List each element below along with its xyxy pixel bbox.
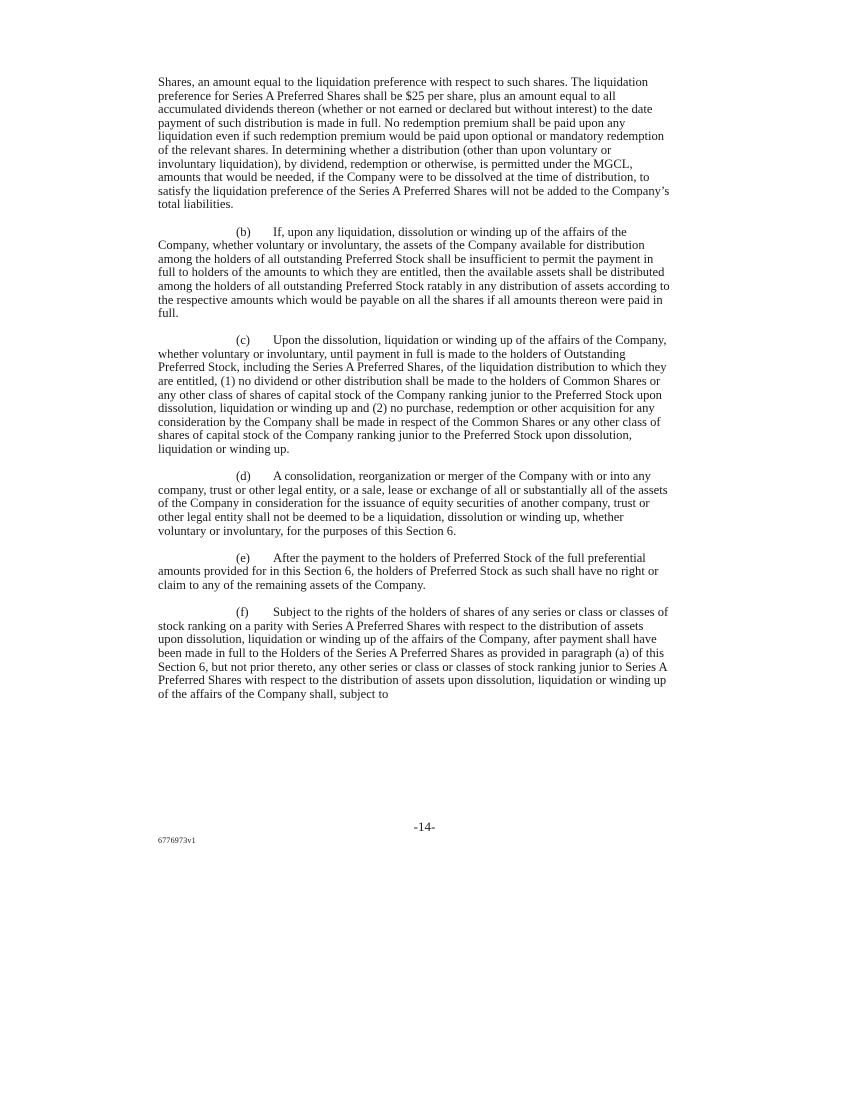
paragraph-text: Upon the dissolution, liquidation or winding up of the affairs of the Company, whether voluntary or involuntary, until payment in full is made to the holders of Outstanding Preferred Stock, including the Series A Preferred Shares, of the liquidation distribution to which they are entitled, (1) no dividend or other distribution shall be made to the holders of Common Shares or any other class of shares of capital stock of the Company ranking junior to the Preferred Stock upon dissolution, liquidation or winding up and (2) no purchase, redemption or other acquisition for any consideration by the Company shall be made in respect of the Common Shares or any other class of shares of capital stock of the Company ranking junior to the Preferred Stock upon dissolution, liquidation or winding up. [158, 333, 667, 457]
paragraph-e [158, 552, 670, 593]
page-number: -14- [413, 819, 436, 834]
paragraph-continuation [158, 76, 670, 212]
paragraph-label: (d) [236, 469, 251, 484]
paragraph-label: (c) [236, 333, 250, 348]
paragraph-text: A consolidation, reorganization or merger of the Company with or into any company, trust or other legal entity, or a sale, lease or exchange of all or substantially all of the assets of the Company in consideration for the issuance of equity securities of another company, trust or other legal entity shall not be deemed to be a liquidation, dissolution or winding up, whether voluntary or involuntary, for the purposes of this Section 6. [158, 469, 668, 538]
paragraph-label: (f) [236, 605, 249, 620]
paragraph-f [158, 606, 670, 701]
paragraph-d [158, 470, 670, 538]
paragraph-text: Shares, an amount equal to the liquidation preference with respect to such shares. The liquidation preference for Series A Preferred Shares shall be $25 per share, plus an amount equal to all accumulated dividends thereon (whether or not earned or declared but without interest) to the date payment of such distribution is made in full. No redemption premium shall be paid upon any liquidation even if such redemption premium would be paid upon optional or mandatory redemption of the relevant shares. In determining whether a distribution (other than upon voluntary or involuntary liquidation), by dividend, redemption or otherwise, is permitted under the MGCL, amounts that would be needed, if the Company were to be dissolved at the time of distribution, to satisfy the liquidation preference of the Series A Preferred Shares will not be added to the Company’s total liabilities. [158, 75, 670, 212]
paragraph-text: If, upon any liquidation, dissolution or winding up of the affairs of the Company, whether voluntary or involuntary, the assets of the Company available for distribution among the holders of all outstanding Preferred Stock shall be insufficient to permit the payment in full to holders of the amounts to which they are entitled, then the available assets shall be distributed among the holders of all outstanding Preferred Stock ratably in any distribution of assets according to the respective amounts which would be payable on all the shares if all amounts thereon were paid in full. [158, 224, 670, 321]
paragraph-label: (e) [236, 550, 250, 565]
document-id: 6776973v1 [158, 836, 196, 845]
paragraph-text: After the payment to the holders of Preferred Stock of the full preferential amounts provided for in this Section 6, the holders of Preferred Stock as such shall have no right or claim to any of the remaining assets of the Company. [158, 550, 659, 592]
paragraph-c [158, 334, 670, 456]
paragraph-label: (b) [236, 224, 251, 239]
paragraph-b [158, 226, 670, 321]
paragraph-text: Subject to the rights of the holders of shares of any series or class or classes of stock ranking on a parity with Series A Preferred Shares with respect to the distribution of assets upon dissolution, liquidation or winding up of the affairs of the Company, after payment shall have been made in full to the Holders of the Series A Preferred Shares as provided in paragraph (a) of this Section 6, but not prior thereto, any other series or class or classes of stock ranking junior to Series A Preferred Shares with respect to the distribution of assets upon dissolution, liquidation or winding up of the affairs of the Company shall, subject to [158, 605, 669, 701]
document-body [158, 76, 670, 715]
